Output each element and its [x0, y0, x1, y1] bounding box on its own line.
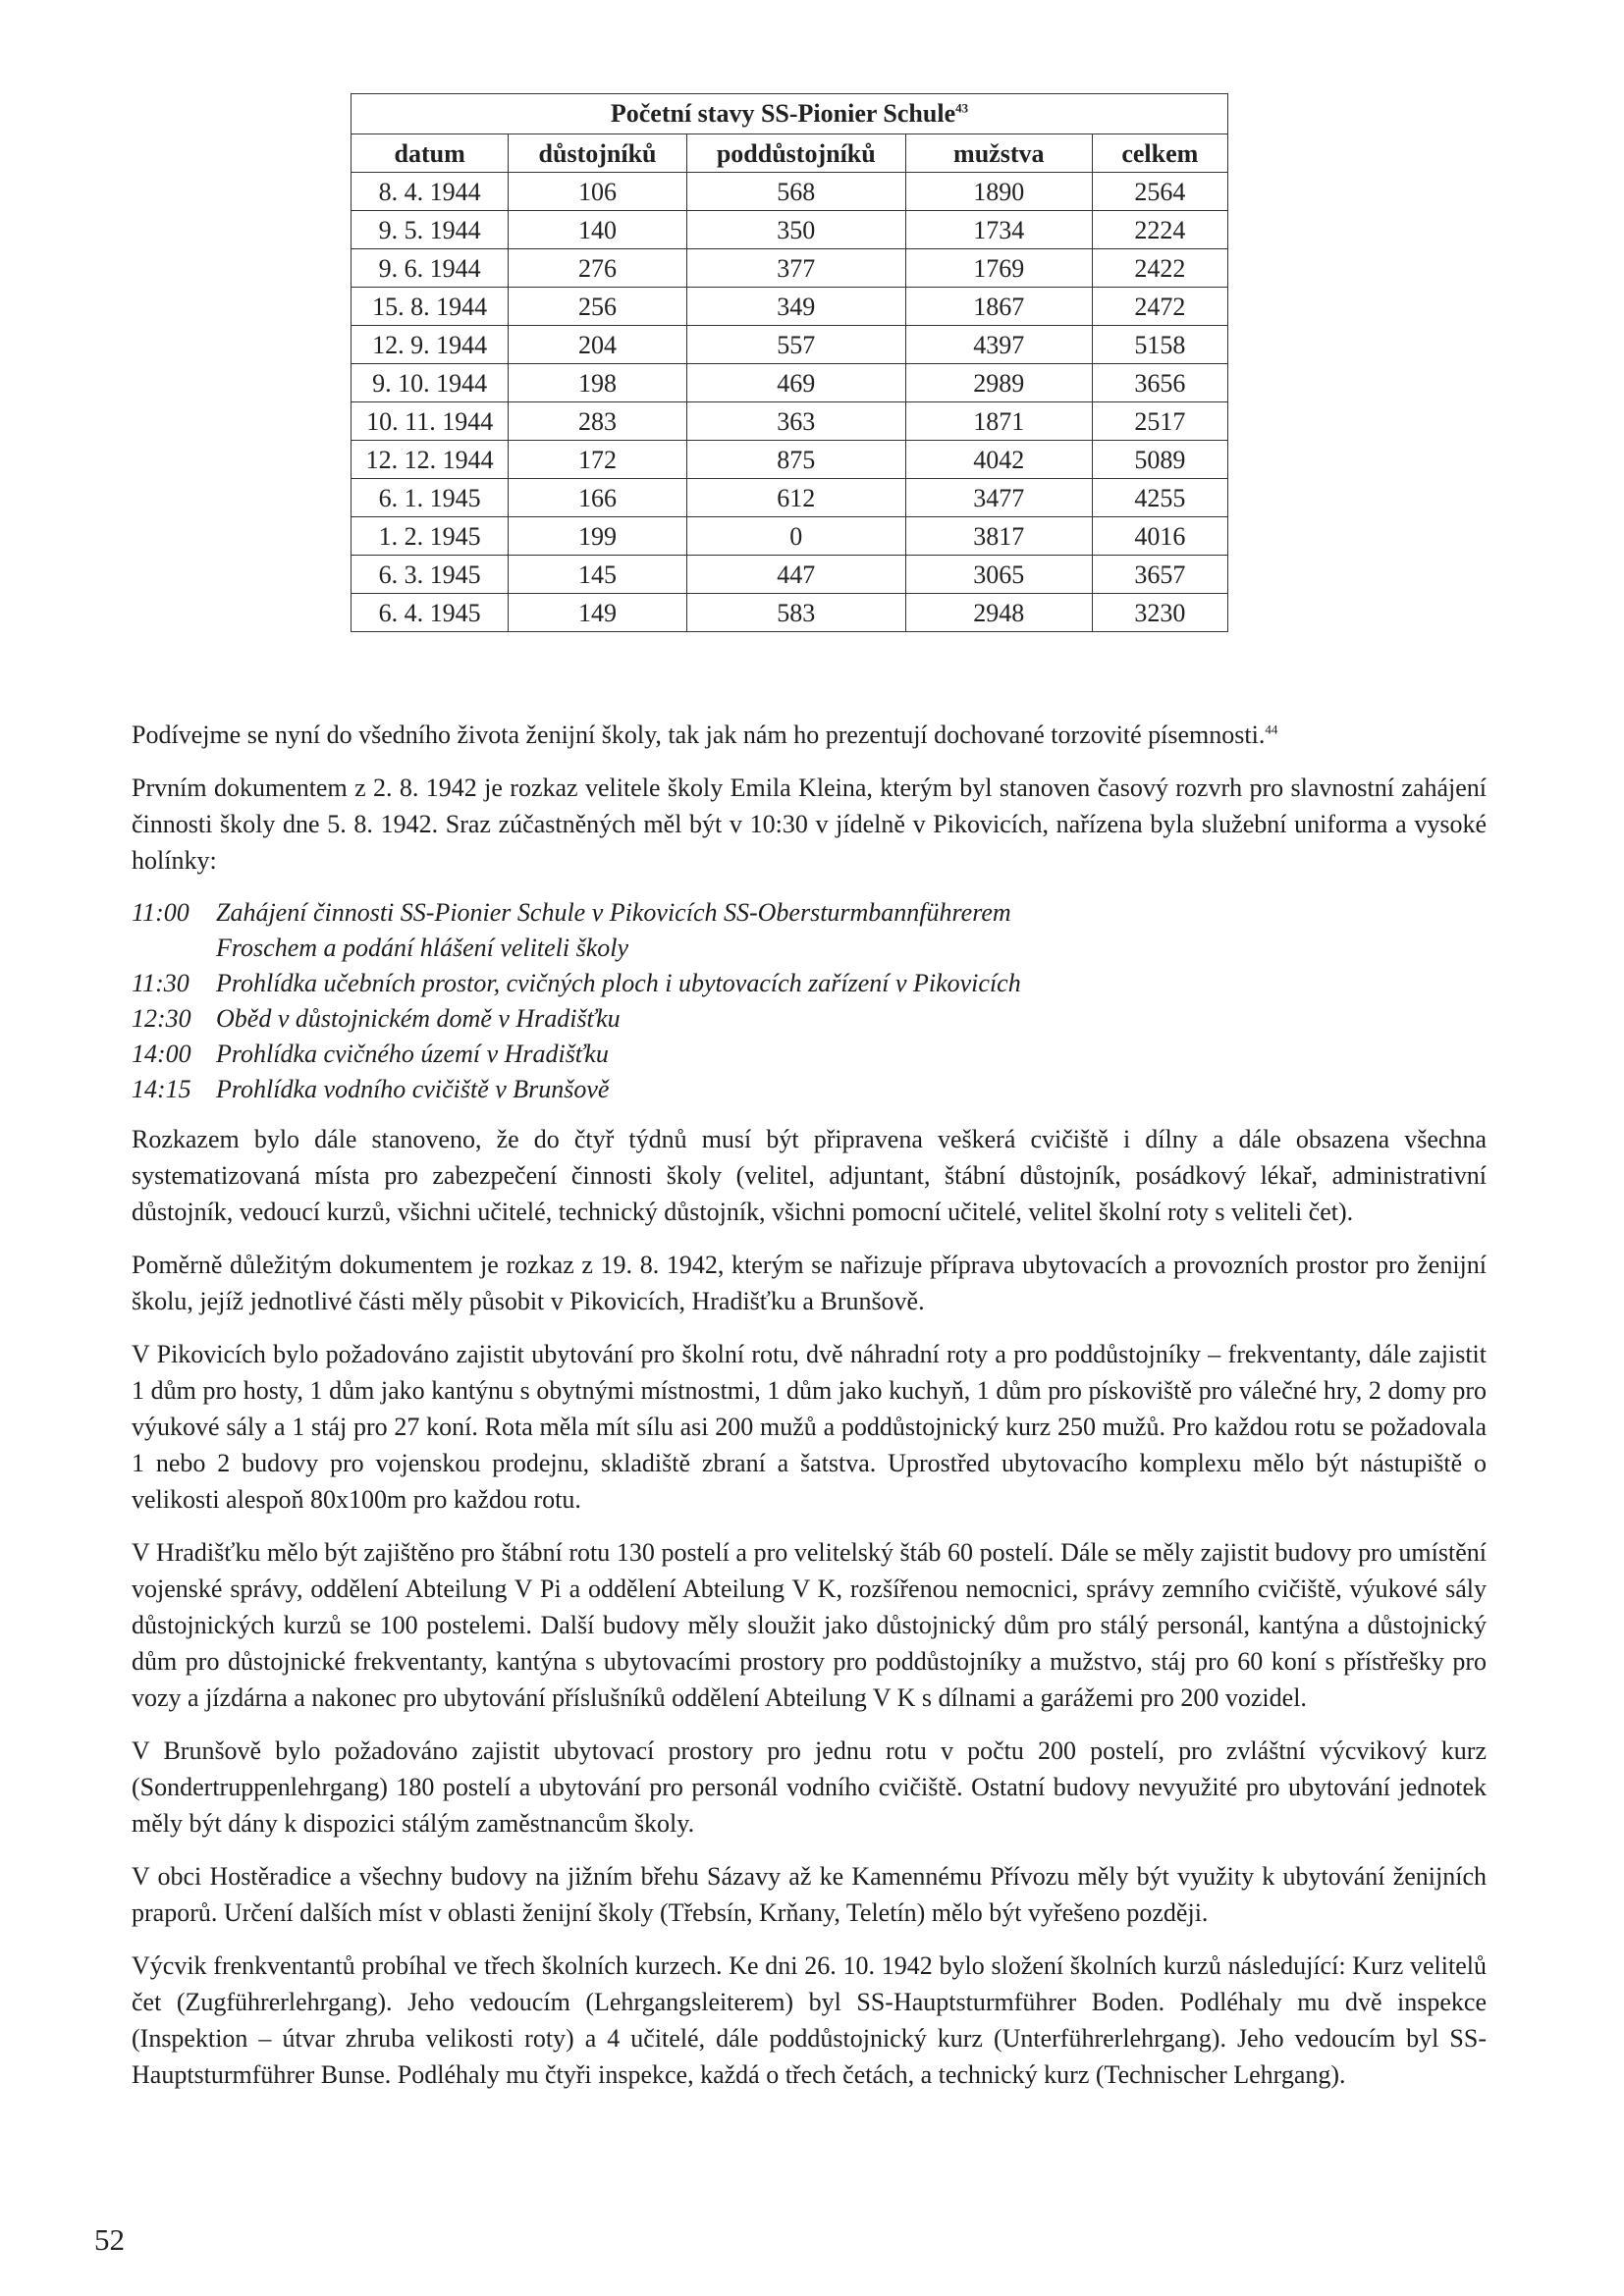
schedule-time: 11:30: [132, 969, 189, 997]
cell-total: 3656: [1092, 364, 1227, 402]
cell-date: 10. 11. 1944: [352, 402, 509, 441]
paragraph: V Hradišťku mělo být zajištěno pro štábní rotu 130 postelí a pro velitelský štáb 60 postelí. Dále se měly zajistit budovy pro umístění vojenské správy, oddělení Abteilung V Pi a oddělení Abteilung V K, rozšířenou nemocnici, správy zemního cvičiště, výukové sály důstojnických kurzů se 100 postelemi. Další budovy měly sloužit jako důstojnický dům pro stálý personál, kantýna a důstojnický dům pro důstojnické frekventanty, kantýna s ubytovacími prostory pro poddůstojníky a mužstvo, stáj pro 60 koní s přístřešky pro vozy a jízdárna a nakonec pro ubytování příslušníků oddělení Abteilung V K s dílnami a garážemi pro 200 vozidel.: [132, 1538, 1487, 1712]
cell-total: 2472: [1092, 288, 1227, 326]
cell-men: 4397: [905, 326, 1092, 364]
table-row: [352, 594, 1228, 632]
cell-date: 6. 4. 1945: [352, 594, 509, 632]
paragraph-intro-text: Podívejme se nyní do všedního života ženijní školy, tak jak nám ho prezentují dochované torzovité písemnosti.: [132, 721, 1266, 749]
cell-total: 2422: [1092, 249, 1227, 288]
cell-ncos: 349: [686, 288, 905, 326]
cell-men: 3817: [905, 517, 1092, 556]
cell-ncos: 350: [686, 211, 905, 249]
cell-men: 4042: [905, 441, 1092, 479]
schedule-item: [132, 1001, 1487, 1037]
body-text: [132, 717, 1487, 2109]
cell-officers: 204: [509, 326, 686, 364]
table-row: [352, 479, 1228, 517]
schedule-item: [132, 966, 1487, 1001]
table-header-row: [352, 134, 1228, 173]
table-row: [352, 326, 1228, 364]
cell-total: 2564: [1092, 173, 1227, 211]
cell-date: 12. 9. 1944: [352, 326, 509, 364]
schedule-time: 14:00: [132, 1040, 191, 1068]
table-title: [351, 93, 1228, 133]
paragraph: V Brunšově bylo požadováno zajistit ubytovací prostory pro jednu rotu v počtu 200 postelí, pro zvláštní výcvikový kurz (Sondertruppenlehrgang) 180 postelí a ubytování pro personál vodního cvičiště. Ostatní budovy nevyužité pro ubytování jednotek měly být dány k dispozici stálým zaměstnancům školy.: [132, 1736, 1487, 1838]
cell-ncos: 363: [686, 402, 905, 441]
counts-table: [351, 93, 1228, 632]
cell-officers: 198: [509, 364, 686, 402]
cell-officers: 283: [509, 402, 686, 441]
cell-total: 3230: [1092, 594, 1227, 632]
cell-ncos: 875: [686, 441, 905, 479]
cell-total: 5158: [1092, 326, 1227, 364]
cell-date: 8. 4. 1944: [352, 173, 509, 211]
cell-men: 2948: [905, 594, 1092, 632]
table-row: [352, 288, 1228, 326]
schedule-text-line: Zahájení činnosti SS-Pionier Schule v Pikovicích SS-Obersturmbannführerem: [216, 898, 1011, 927]
header-men: mužstva: [905, 134, 1092, 173]
cell-men: 1769: [905, 249, 1092, 288]
page-number: 52: [94, 2222, 125, 2257]
cell-officers: 276: [509, 249, 686, 288]
schedule-text: Prohlídka učebních prostor, cvičných ploch i ubytovacích zařízení v Pikovicích: [216, 969, 1021, 997]
cell-total: 4255: [1092, 479, 1227, 517]
table-row: [352, 173, 1228, 211]
table-title-footnote: 43: [955, 100, 969, 116]
header-officers: důstojníků: [509, 134, 686, 173]
cell-officers: 199: [509, 517, 686, 556]
cell-ncos: 568: [686, 173, 905, 211]
schedule-item: [132, 1072, 1487, 1107]
schedule-time: 12:30: [132, 1004, 191, 1033]
cell-officers: 106: [509, 173, 686, 211]
schedule-text: Prohlídka cvičného území v Hradišťku: [216, 1040, 609, 1068]
cell-men: 3065: [905, 556, 1092, 594]
schedule-item: [132, 1037, 1487, 1072]
cell-date: 1. 2. 1945: [352, 517, 509, 556]
paragraph-intro: [132, 717, 1487, 753]
cell-men: 3477: [905, 479, 1092, 517]
cell-total: 2224: [1092, 211, 1227, 249]
cell-officers: 145: [509, 556, 686, 594]
table-row: [352, 364, 1228, 402]
paragraph: Výcvik frenkventantů probíhal ve třech školních kurzech. Ke dni 26. 10. 1942 bylo složení školních kurzů následující: Kurz velitelů čet (Zugführerlehrgang). Jeho vedoucím (Lehrgangsleiterem) byl SS-Hauptsturmführer Boden. Podléhaly mu dvě inspekce (Inspektion – útvar zhruba velikosti roty) a 4 učitelé, dále poddůstojnický kurz (Unterführerlehrgang). Jeho vedoucím byl SS-Hauptsturmführer Bunse. Podléhaly mu čtyři inspekce, každá o třech četách, a technický kurz (Technischer Lehrgang).: [132, 1951, 1487, 2089]
schedule-time: 14:15: [132, 1075, 191, 1103]
table-row: [352, 211, 1228, 249]
header-ncos: poddůstojníků: [686, 134, 905, 173]
cell-officers: 166: [509, 479, 686, 517]
cell-officers: 140: [509, 211, 686, 249]
table-row: [352, 441, 1228, 479]
paragraph: Prvním dokumentem z 2. 8. 1942 je rozkaz velitele školy Emila Kleina, kterým byl stanoven časový rozvrh pro slavnostní zahájení činnosti školy dne 5. 8. 1942. Sraz zúčastněných měl být v 10:30 v jídelně v Pikovicích, nařízena byla služební uniforma a vysoké holínky:: [132, 774, 1487, 875]
schedule-list: [132, 895, 1487, 1107]
cell-date: 9. 10. 1944: [352, 364, 509, 402]
table-row: [352, 517, 1228, 556]
cell-ncos: 583: [686, 594, 905, 632]
header-total: celkem: [1092, 134, 1227, 173]
cell-ncos: 612: [686, 479, 905, 517]
table-row: [352, 556, 1228, 594]
schedule-text: Prohlídka vodního cvičiště v Brunšově: [216, 1075, 610, 1103]
cell-total: 2517: [1092, 402, 1227, 441]
schedule-time: 11:00: [132, 898, 189, 927]
cell-total: 4016: [1092, 517, 1227, 556]
paragraph-intro-footnote: 44: [1265, 721, 1278, 737]
header-datum: datum: [352, 134, 509, 173]
table-row: [352, 249, 1228, 288]
schedule-text: Oběd v důstojnickém domě v Hradišťku: [216, 1004, 621, 1033]
schedule-text: [216, 895, 1487, 966]
paragraph: Rozkazem bylo dále stanoveno, že do čtyř týdnů musí být připravena veškerá cvičiště i dílny a dále obsazena všechna systematizovaná místa pro zabezpečení činnosti školy (velitel, adjuntant, štábní důstojník, posádkový lékař, administrativní důstojník, vedoucí kurzů, všichni učitelé, technický důstojník, všichni pomocní učitelé, velitel školní roty s veliteli čet).: [132, 1125, 1487, 1226]
cell-men: 1871: [905, 402, 1092, 441]
cell-officers: 172: [509, 441, 686, 479]
paragraph: Poměrně důležitým dokumentem je rozkaz z 19. 8. 1942, kterým se nařizuje příprava ubytovacích a provozních prostor pro ženijní školu, jejíž jednotlivé části měly působit v Pikovicích, Hradišťku a Brunšově.: [132, 1251, 1487, 1315]
cell-date: 12. 12. 1944: [352, 441, 509, 479]
cell-date: 6. 1. 1945: [352, 479, 509, 517]
cell-date: 15. 8. 1944: [352, 288, 509, 326]
cell-men: 1734: [905, 211, 1092, 249]
schedule-text-line: Froschem a podání hlášení veliteli školy: [216, 934, 628, 962]
cell-men: 1867: [905, 288, 1092, 326]
cell-officers: 149: [509, 594, 686, 632]
paragraph: V obci Hostěradice a všechny budovy na jižním břehu Sázavy až ke Kamennému Přívozu měly být využity k ubytování ženijních praporů. Určení dalších míst v oblasti ženijní školy (Třebsín, Krňany, Teletín) mělo být vyřešeno později.: [132, 1862, 1487, 1927]
counts-table-wrapper: [351, 93, 1228, 632]
cell-ncos: 447: [686, 556, 905, 594]
cell-total: 5089: [1092, 441, 1227, 479]
schedule-item: [132, 895, 1487, 966]
cell-officers: 256: [509, 288, 686, 326]
table-title-text: Početní stavy SS-Pionier Schule: [610, 99, 956, 128]
cell-men: 2989: [905, 364, 1092, 402]
cell-date: 6. 3. 1945: [352, 556, 509, 594]
cell-total: 3657: [1092, 556, 1227, 594]
cell-date: 9. 6. 1944: [352, 249, 509, 288]
cell-ncos: 377: [686, 249, 905, 288]
cell-ncos: 469: [686, 364, 905, 402]
table-row: [352, 402, 1228, 441]
paragraph: V Pikovicích bylo požadováno zajistit ubytování pro školní rotu, dvě náhradní roty a pro poddůstojníky – frekventanty, dále zajistit 1 dům pro hosty, 1 dům jako kantýnu s obytnými místnostmi, 1 dům jako kuchyň, 1 dům pro pískoviště pro válečné hry, 2 domy pro výukové sály a 1 stáj pro 27 koní. Rota měla mít sílu asi 200 mužů a poddůstojnický kurz 250 mužů. Pro každou rotu se požadovala 1 nebo 2 budovy pro vojenskou prodejnu, skladiště zbraní a šatstva. Uprostřed ubytovacího komplexu mělo být nástupiště o velikosti alespoň 80x100m pro každou rotu.: [132, 1340, 1487, 1514]
cell-date: 9. 5. 1944: [352, 211, 509, 249]
cell-ncos: 0: [686, 517, 905, 556]
cell-ncos: 557: [686, 326, 905, 364]
cell-men: 1890: [905, 173, 1092, 211]
